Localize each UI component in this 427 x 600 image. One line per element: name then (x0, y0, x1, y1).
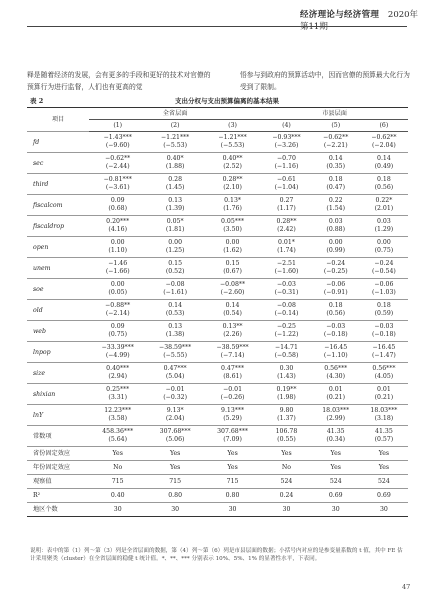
coefficient-cell: 307.68*** (204, 426, 261, 437)
coefficient-cell: 0.25*** (89, 384, 146, 395)
t-value-cell: (−1.10) (323, 352, 348, 359)
statistic-cell: 715 (89, 475, 146, 489)
t-value-cell: (1.98) (277, 394, 296, 401)
coefficient-cell: −1.46 (89, 258, 146, 269)
t-value-cell: (1.25) (165, 247, 185, 254)
table-row (27, 153, 408, 164)
t-value-cell: (0.35) (326, 163, 346, 170)
variable-name: fiscalcom (27, 195, 89, 216)
coefficient-cell: 0.03 (360, 216, 408, 227)
table-row (27, 405, 408, 416)
coefficient-cell: −0.08** (204, 279, 261, 290)
column-header: (3) (204, 120, 261, 132)
t-value-cell: (0.53) (165, 310, 185, 317)
t-value-cell: (4.16) (108, 226, 128, 233)
t-value-cell: (1.88) (165, 163, 185, 170)
item-header: 项目 (27, 108, 89, 132)
column-header: (4) (261, 120, 311, 132)
t-value-cell: (−1.04) (274, 184, 299, 191)
statistic-name: 省份固定效应 (27, 447, 89, 461)
variable-name: fiscaldrop (27, 216, 89, 237)
coefficient-cell: 0.09 (89, 321, 146, 332)
table-row (27, 300, 408, 311)
coefficient-cell: 0.13 (146, 195, 203, 206)
statistic-cell: No (261, 461, 311, 475)
variable-name: old (27, 300, 89, 321)
coefficient-cell: 0.20*** (89, 216, 146, 227)
coefficient-cell: 0.28 (146, 174, 203, 185)
coefficient-cell: −33.39*** (89, 342, 146, 353)
coefficient-cell: 9.80 (261, 405, 311, 416)
table-row (27, 174, 408, 185)
coefficient-cell: −0.62** (312, 132, 360, 143)
variable-name: open (27, 237, 89, 258)
coefficient-cell: −0.25 (261, 321, 311, 332)
table-row (27, 258, 408, 269)
coefficient-cell: 0.22 (312, 195, 360, 206)
table-row (27, 342, 408, 353)
coefficient-cell: 0.13 (146, 321, 203, 332)
statistic-name: 地区个数 (27, 503, 89, 517)
table-note: 说明：表中的第（1）列～第（3）列是全省层面的数据，第（4）列～第（6）列是市县层面的数据；小括号内对应的是参变量系数的 t 值，其中 FE 估计采用聚类（cluster）在全省层面的稳健 t 统计值。*、**、*** 分别表示 10%、5%、1% 的显著性水平，下表同。 (30, 548, 403, 562)
coefficient-cell: −0.81*** (89, 174, 146, 185)
coefficient-cell: −0.62** (360, 132, 408, 143)
table-row (27, 475, 408, 489)
t-value-cell: (0.21) (326, 394, 346, 401)
coefficient-cell: 0.56*** (312, 363, 360, 374)
coefficient-cell: −0.03 (360, 321, 408, 332)
variable-name: fd (27, 132, 89, 153)
coefficient-cell: 41.35 (312, 426, 360, 437)
coefficient-cell: −1.43*** (89, 132, 146, 143)
t-value-cell: (−1.16) (274, 163, 299, 170)
t-value-cell: (−0.54) (372, 268, 396, 275)
statistic-cell: Yes (360, 447, 408, 461)
variable-name: lnpop (27, 342, 89, 363)
t-value-cell: (−1.61) (163, 289, 188, 296)
t-value-cell: (−5.55) (163, 352, 188, 359)
column-header: (6) (360, 120, 408, 132)
t-value-cell: (1.39) (165, 205, 185, 212)
coefficient-cell: 0.19** (261, 384, 311, 395)
coefficient-cell: −0.08 (261, 300, 311, 311)
statistic-cell: 524 (360, 475, 408, 489)
t-value-cell: (0.52) (165, 268, 185, 275)
coefficient-cell: 0.28** (204, 174, 261, 185)
t-value-cell: (0.75) (374, 247, 394, 254)
t-value-cell: (1.74) (277, 247, 296, 254)
coefficient-cell: 106.78 (261, 426, 311, 437)
t-value-cell: (1.37) (277, 415, 296, 422)
t-value-cell: (0.54) (223, 310, 242, 317)
t-value-cell: (−7.14) (220, 352, 245, 359)
t-value-cell: (1.76) (223, 205, 242, 212)
coefficient-cell: 0.22* (360, 195, 408, 206)
statistic-cell: Yes (204, 461, 261, 475)
coefficient-cell: 0.01 (360, 384, 408, 395)
t-value-cell: (0.57) (374, 436, 394, 443)
t-value-cell: (2.10) (223, 184, 242, 191)
coefficient-cell: −0.03 (312, 321, 360, 332)
coefficient-cell: −16.45 (360, 342, 408, 353)
statistic-cell: 0.80 (146, 489, 203, 503)
coefficient-cell: 0.15 (204, 258, 261, 269)
t-value-cell: (2.52) (223, 163, 242, 170)
coefficient-cell: −0.01 (146, 384, 203, 395)
table-row (27, 279, 408, 290)
coefficient-cell: 0.13** (204, 321, 261, 332)
t-value-cell: (5.04) (165, 373, 185, 380)
t-value-cell: (3.58) (108, 415, 128, 422)
t-value-cell: (1.38) (165, 331, 185, 338)
body-paragraph-right: 悟参与到政府的预算活动中，因而官僚的预算最大化行为受到了限制。 (240, 71, 410, 91)
statistic-cell: 30 (146, 503, 203, 517)
t-value-cell: (1.62) (223, 247, 242, 254)
coefficient-cell: 0.47*** (204, 363, 261, 374)
t-value-cell: (−0.32) (163, 394, 188, 401)
t-value-cell: (2.99) (326, 415, 346, 422)
results-table (27, 107, 408, 517)
issue-number: 2020年第11期 (300, 10, 419, 32)
coefficient-cell: 0.09 (89, 195, 146, 206)
t-value-cell: (−0.18) (372, 331, 396, 338)
statistic-name: 观察值 (27, 475, 89, 489)
statistic-cell: Yes (89, 447, 146, 461)
column-header: (2) (146, 120, 203, 132)
t-value-cell: (2.42) (277, 226, 296, 233)
t-value-cell: (−3.26) (274, 142, 299, 149)
coefficient-cell: 0.27 (261, 195, 311, 206)
t-value-cell: (0.75) (108, 331, 128, 338)
table-row (27, 321, 408, 332)
statistic-cell: Yes (312, 447, 360, 461)
coefficient-cell: 0.56*** (360, 363, 408, 374)
t-value-cell: (3.31) (108, 394, 128, 401)
group-header-province: 全省层面 (89, 108, 261, 120)
variable-name: shixian (27, 384, 89, 405)
t-value-cell: (−0.26) (220, 394, 245, 401)
t-value-cell: (−2.44) (105, 163, 130, 170)
coefficient-cell: −0.62** (89, 153, 146, 164)
coefficient-cell: 0.30 (261, 363, 311, 374)
coefficient-cell: 0.00 (89, 279, 146, 290)
table-row (27, 447, 408, 461)
coefficient-cell: −1.21*** (204, 132, 261, 143)
coefficient-cell: −0.88** (89, 300, 146, 311)
coefficient-cell: 0.14 (312, 153, 360, 164)
table-row (27, 384, 408, 395)
statistic-cell: 30 (360, 503, 408, 517)
coefficient-cell: 458.36*** (89, 426, 146, 437)
t-value-cell: (1.10) (108, 247, 128, 254)
t-value-cell: (0.55) (277, 436, 296, 443)
t-value-cell: (−2.04) (372, 142, 396, 149)
coefficient-cell: 18.03*** (360, 405, 408, 416)
statistic-cell: 30 (89, 503, 146, 517)
t-value-cell: (1.81) (165, 226, 185, 233)
coefficient-cell: 0.14 (360, 153, 408, 164)
variable-name: soe (27, 279, 89, 300)
coefficient-cell: −0.61 (261, 174, 311, 185)
coefficient-cell: −0.24 (360, 258, 408, 269)
group-header-city-county: 市县层面 (261, 108, 408, 120)
coefficient-cell: 0.00 (89, 237, 146, 248)
table-row (27, 216, 408, 227)
coefficient-cell: 0.01* (261, 237, 311, 248)
variable-name: lnY (27, 405, 89, 426)
statistic-cell: 0.40 (89, 489, 146, 503)
coefficient-cell: 0.05*** (204, 216, 261, 227)
coefficient-cell: 0.00 (204, 237, 261, 248)
t-value-cell: (−0.58) (274, 352, 299, 359)
running-header (300, 8, 420, 32)
coefficient-cell: 0.40*** (89, 363, 146, 374)
t-value-cell: (7.09) (223, 436, 242, 443)
t-value-cell: (2.94) (108, 373, 128, 380)
statistic-cell: 30 (204, 503, 261, 517)
t-value-cell: (1.54) (326, 205, 346, 212)
statistic-cell: 524 (312, 475, 360, 489)
coefficient-cell: −0.70 (261, 153, 311, 164)
statistic-cell: Yes (204, 447, 261, 461)
statistic-cell: Yes (360, 461, 408, 475)
coefficient-cell: 41.35 (360, 426, 408, 437)
statistic-cell: 0.24 (261, 489, 311, 503)
table-row (27, 132, 408, 143)
t-value-cell: (0.56) (374, 184, 394, 191)
t-value-cell: (−2.21) (323, 142, 348, 149)
coefficient-cell: 9.13* (146, 405, 203, 416)
table-row (27, 426, 408, 437)
statistic-cell: 30 (261, 503, 311, 517)
coefficient-cell: 0.03 (312, 216, 360, 227)
t-value-cell: (−1.66) (105, 268, 130, 275)
statistic-cell: Yes (312, 461, 360, 475)
t-value-cell: (5.29) (223, 415, 242, 422)
t-value-cell: (−0.18) (323, 331, 348, 338)
t-value-cell: (4.30) (326, 373, 346, 380)
coefficient-cell: −0.93*** (261, 132, 311, 143)
t-value-cell: (−5.53) (163, 142, 188, 149)
t-value-cell: (−0.31) (274, 289, 299, 296)
variable-name: sec (27, 153, 89, 174)
statistic-cell: 30 (312, 503, 360, 517)
statistic-name: R² (27, 489, 89, 503)
t-value-cell: (0.05) (108, 289, 128, 296)
coefficient-cell: 0.40** (204, 153, 261, 164)
statistic-cell: 715 (146, 475, 203, 489)
statistic-cell: No (89, 461, 146, 475)
coefficient-cell: −0.08 (146, 279, 203, 290)
coefficient-cell: 0.00 (146, 237, 203, 248)
table-title: 支出分权与支出预算偏离的基本结果 (175, 97, 279, 105)
coefficient-cell: 12.23*** (89, 405, 146, 416)
t-value-cell: (3.50) (223, 226, 242, 233)
page-number: 47 (402, 583, 411, 591)
coefficient-cell: 0.01 (312, 384, 360, 395)
statistic-cell: 524 (261, 475, 311, 489)
t-value-cell: (−0.25) (323, 268, 348, 275)
coefficient-cell: −0.03 (261, 279, 311, 290)
coefficient-cell: 0.18 (312, 174, 360, 185)
t-value-cell: (2.01) (374, 205, 394, 212)
t-value-cell: (1.43) (277, 373, 296, 380)
t-value-cell: (−1.03) (372, 289, 396, 296)
t-value-cell: (0.67) (223, 268, 242, 275)
t-value-cell: (−0.91) (323, 289, 348, 296)
coefficient-cell: 0.05* (146, 216, 203, 227)
coefficient-cell: −38.59*** (146, 342, 203, 353)
table-row (27, 237, 408, 248)
coefficient-cell: 0.14 (204, 300, 261, 311)
variable-name: size (27, 363, 89, 384)
t-value-cell: (−5.53) (220, 142, 245, 149)
coefficient-cell: −0.24 (312, 258, 360, 269)
coefficient-cell: 18.03*** (312, 405, 360, 416)
coefficient-cell: 0.18 (360, 174, 408, 185)
coefficient-cell: 0.18 (312, 300, 360, 311)
variable-name: unem (27, 258, 89, 279)
t-value-cell: (−3.61) (105, 184, 130, 191)
t-value-cell: (−0.14) (274, 310, 299, 317)
statistic-cell: Yes (261, 447, 311, 461)
coefficient-cell: −2.51 (261, 258, 311, 269)
t-value-cell: (0.47) (326, 184, 346, 191)
column-header: (1) (89, 120, 146, 132)
coefficient-cell: −14.71 (261, 342, 311, 353)
t-value-cell: (−1.47) (372, 352, 396, 359)
coefficient-cell: −0.06 (360, 279, 408, 290)
t-value-cell: (0.68) (108, 205, 128, 212)
t-value-cell: (2.26) (223, 331, 242, 338)
table-row (27, 195, 408, 206)
statistic-cell: 0.69 (360, 489, 408, 503)
column-header: (5) (312, 120, 360, 132)
t-value-cell: (−4.99) (105, 352, 130, 359)
coefficient-cell: −0.06 (312, 279, 360, 290)
coefficient-cell: 0.40* (146, 153, 203, 164)
t-value-cell: (0.21) (374, 394, 394, 401)
coefficient-cell: 0.28** (261, 216, 311, 227)
table-label: 表 2 (30, 97, 44, 105)
coefficient-cell: 0.14 (146, 300, 203, 311)
coefficient-cell: 0.15 (146, 258, 203, 269)
statistic-cell: 0.69 (312, 489, 360, 503)
body-paragraph-left: 释是随着经济的发展，会有更多的手段和更好的技术对官僚的预算行为进行监督，人们也有更高的觉 (27, 71, 211, 91)
t-value-cell: (0.49) (374, 163, 394, 170)
table-row (27, 461, 408, 475)
t-value-cell: (0.99) (326, 247, 346, 254)
header-rule (27, 26, 407, 27)
coefficient-cell: −1.21*** (146, 132, 203, 143)
t-value-cell: (8.61) (223, 373, 242, 380)
t-value-cell: (0.34) (326, 436, 346, 443)
statistic-cell: 715 (204, 475, 261, 489)
coefficient-cell: −38.59*** (204, 342, 261, 353)
t-value-cell: (2.04) (165, 415, 185, 422)
variable-name: web (27, 321, 89, 342)
t-value-cell: (3.18) (374, 415, 394, 422)
t-value-cell: (5.64) (108, 436, 128, 443)
t-value-cell: (−1.22) (274, 331, 299, 338)
t-value-cell: (−9.60) (105, 142, 130, 149)
t-value-cell: (−1.60) (274, 268, 299, 275)
table-row (27, 363, 408, 374)
coefficient-cell: −0.01 (204, 384, 261, 395)
table-row (27, 489, 408, 503)
t-value-cell: (0.56) (326, 310, 346, 317)
t-value-cell: (4.05) (374, 373, 394, 380)
t-value-cell: (0.88) (326, 226, 346, 233)
t-value-cell: (1.45) (165, 184, 185, 191)
coefficient-cell: 0.47*** (146, 363, 203, 374)
statistic-name: 年份固定效应 (27, 461, 89, 475)
coefficient-cell: −16.45 (312, 342, 360, 353)
statistic-cell: Yes (146, 447, 203, 461)
coefficient-cell: 0.13* (204, 195, 261, 206)
journal-name: 经济理论与经济管理 (300, 10, 380, 20)
coefficient-cell: 307.68*** (146, 426, 203, 437)
coefficient-cell: 0.00 (312, 237, 360, 248)
t-value-cell: (−2.14) (105, 310, 130, 317)
variable-name: third (27, 174, 89, 195)
t-value-cell: (0.59) (374, 310, 394, 317)
t-value-cell: (1.29) (374, 226, 394, 233)
coefficient-cell: 0.18 (360, 300, 408, 311)
coefficient-cell: 0.00 (360, 237, 408, 248)
statistic-cell: Yes (146, 461, 203, 475)
t-value-cell: (−2.60) (220, 289, 245, 296)
t-value-cell: (1.17) (277, 205, 296, 212)
table-row (27, 503, 408, 517)
t-value-cell: (5.06) (165, 436, 185, 443)
variable-name: 常数项 (27, 426, 89, 447)
coefficient-cell: 9.13*** (204, 405, 261, 416)
statistic-cell: 0.80 (204, 489, 261, 503)
